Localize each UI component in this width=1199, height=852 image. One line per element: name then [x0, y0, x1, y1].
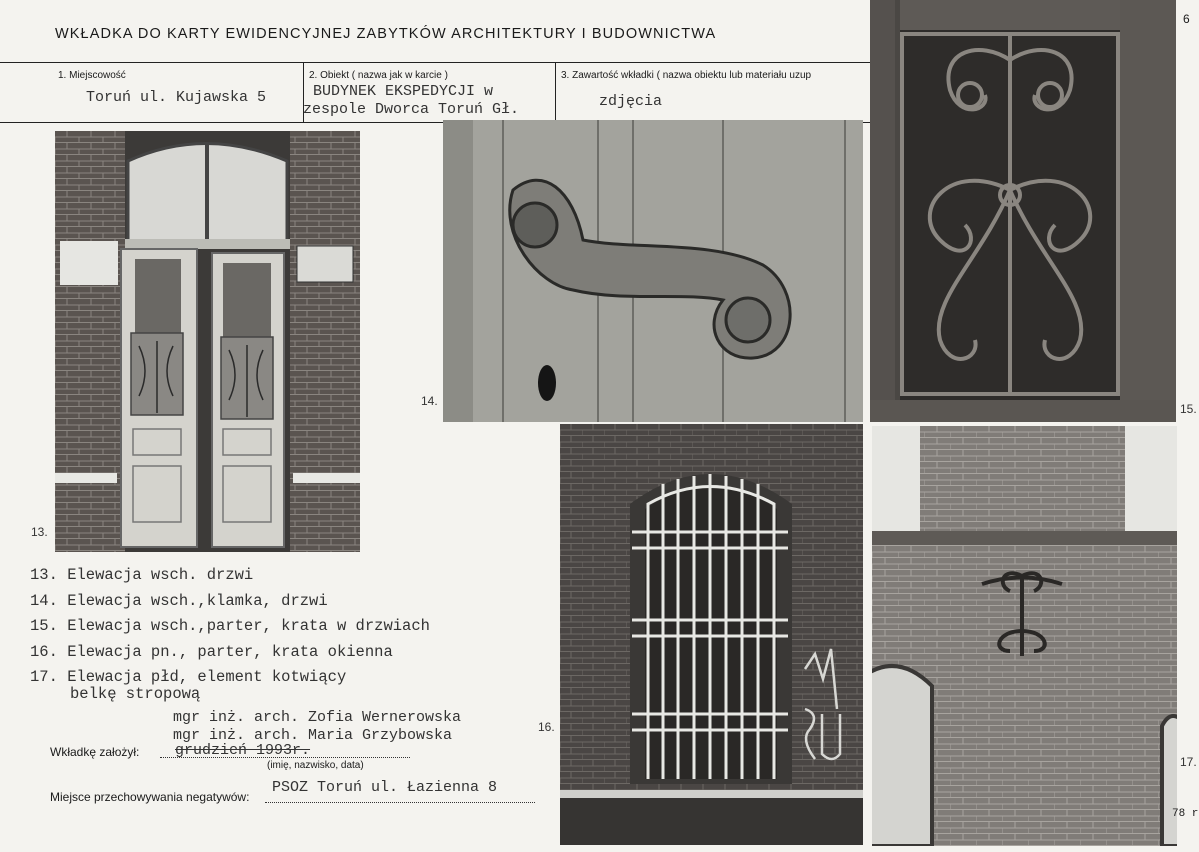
founder-label: Wkładkę założył: — [50, 745, 140, 759]
negatives-value: PSOZ Toruń ul. Łazienna 8 — [272, 779, 498, 796]
field-locality — [0, 63, 304, 122]
caption-17: 17. Elewacja płd, element kotwiący — [30, 668, 347, 686]
authors — [173, 709, 461, 745]
field-object-label: 2. Obiekt ( nazwa jak w karcie ) — [309, 70, 448, 81]
captions-list — [30, 563, 550, 707]
field-locality-label: 1. Miejscowość — [58, 70, 126, 81]
founder-hint: (imię, nazwisko, data) — [267, 760, 364, 771]
photo-16-window-grille — [560, 424, 863, 845]
card-title: WKŁADKA DO KARTY EWIDENCYJNEJ ZABYTKÓW ARCHITEKTURY I BUDOWNICTWA — [55, 26, 717, 42]
fields-table — [0, 62, 870, 123]
author-1: mgr inż. arch. Zofia Wernerowska — [173, 709, 462, 726]
field-object-value-line2: zespole Dworca Toruń Gł. — [303, 101, 520, 118]
caption-16: 16. Elewacja pn., parter, krata okienna — [30, 642, 393, 661]
figure-number-14: 14. — [421, 394, 438, 408]
caption-15: 15. Elewacja wsch.,parter, krata w drzwiach — [30, 617, 430, 635]
field-content-value: zdjęcia — [599, 93, 663, 110]
field-locality-value: Toruń ul. Kujawska 5 — [86, 89, 267, 106]
field-content — [555, 63, 870, 122]
caption-14: 14. Elewacja wsch.,klamka, drzwi — [30, 591, 328, 610]
field-object — [303, 63, 556, 122]
photo-14-handle — [443, 120, 863, 422]
photo-13-door — [55, 131, 360, 552]
photo-17-wall-anchor — [872, 426, 1177, 846]
founder-value: grudzień 1993r. — [175, 742, 311, 759]
figure-number-16: 16. — [538, 720, 555, 734]
author-2: mgr inż. arch. Maria Grzybowska — [173, 727, 453, 744]
negatives-dotted-line — [265, 802, 535, 803]
figure-number-15: 15. — [1180, 402, 1197, 416]
page-number: 6 — [1183, 12, 1190, 26]
edge-note: 78 r — [1172, 808, 1199, 820]
figure-number-13: 13. — [31, 525, 48, 539]
photo-15-door-grille — [870, 0, 1176, 422]
caption-13: 13. Elewacja wsch. drzwi — [30, 566, 254, 584]
negatives-label: Miejsce przechowywania negatywów: — [50, 790, 250, 804]
caption-17-continued: belkę stropową — [70, 684, 201, 703]
field-content-label: 3. Zawartość wkładki ( nazwa obiektu lub materiału uzup — [561, 70, 812, 81]
figure-number-17: 17. — [1180, 755, 1197, 769]
field-object-value-line1: BUDYNEK EKSPEDYCJI w — [313, 83, 494, 100]
